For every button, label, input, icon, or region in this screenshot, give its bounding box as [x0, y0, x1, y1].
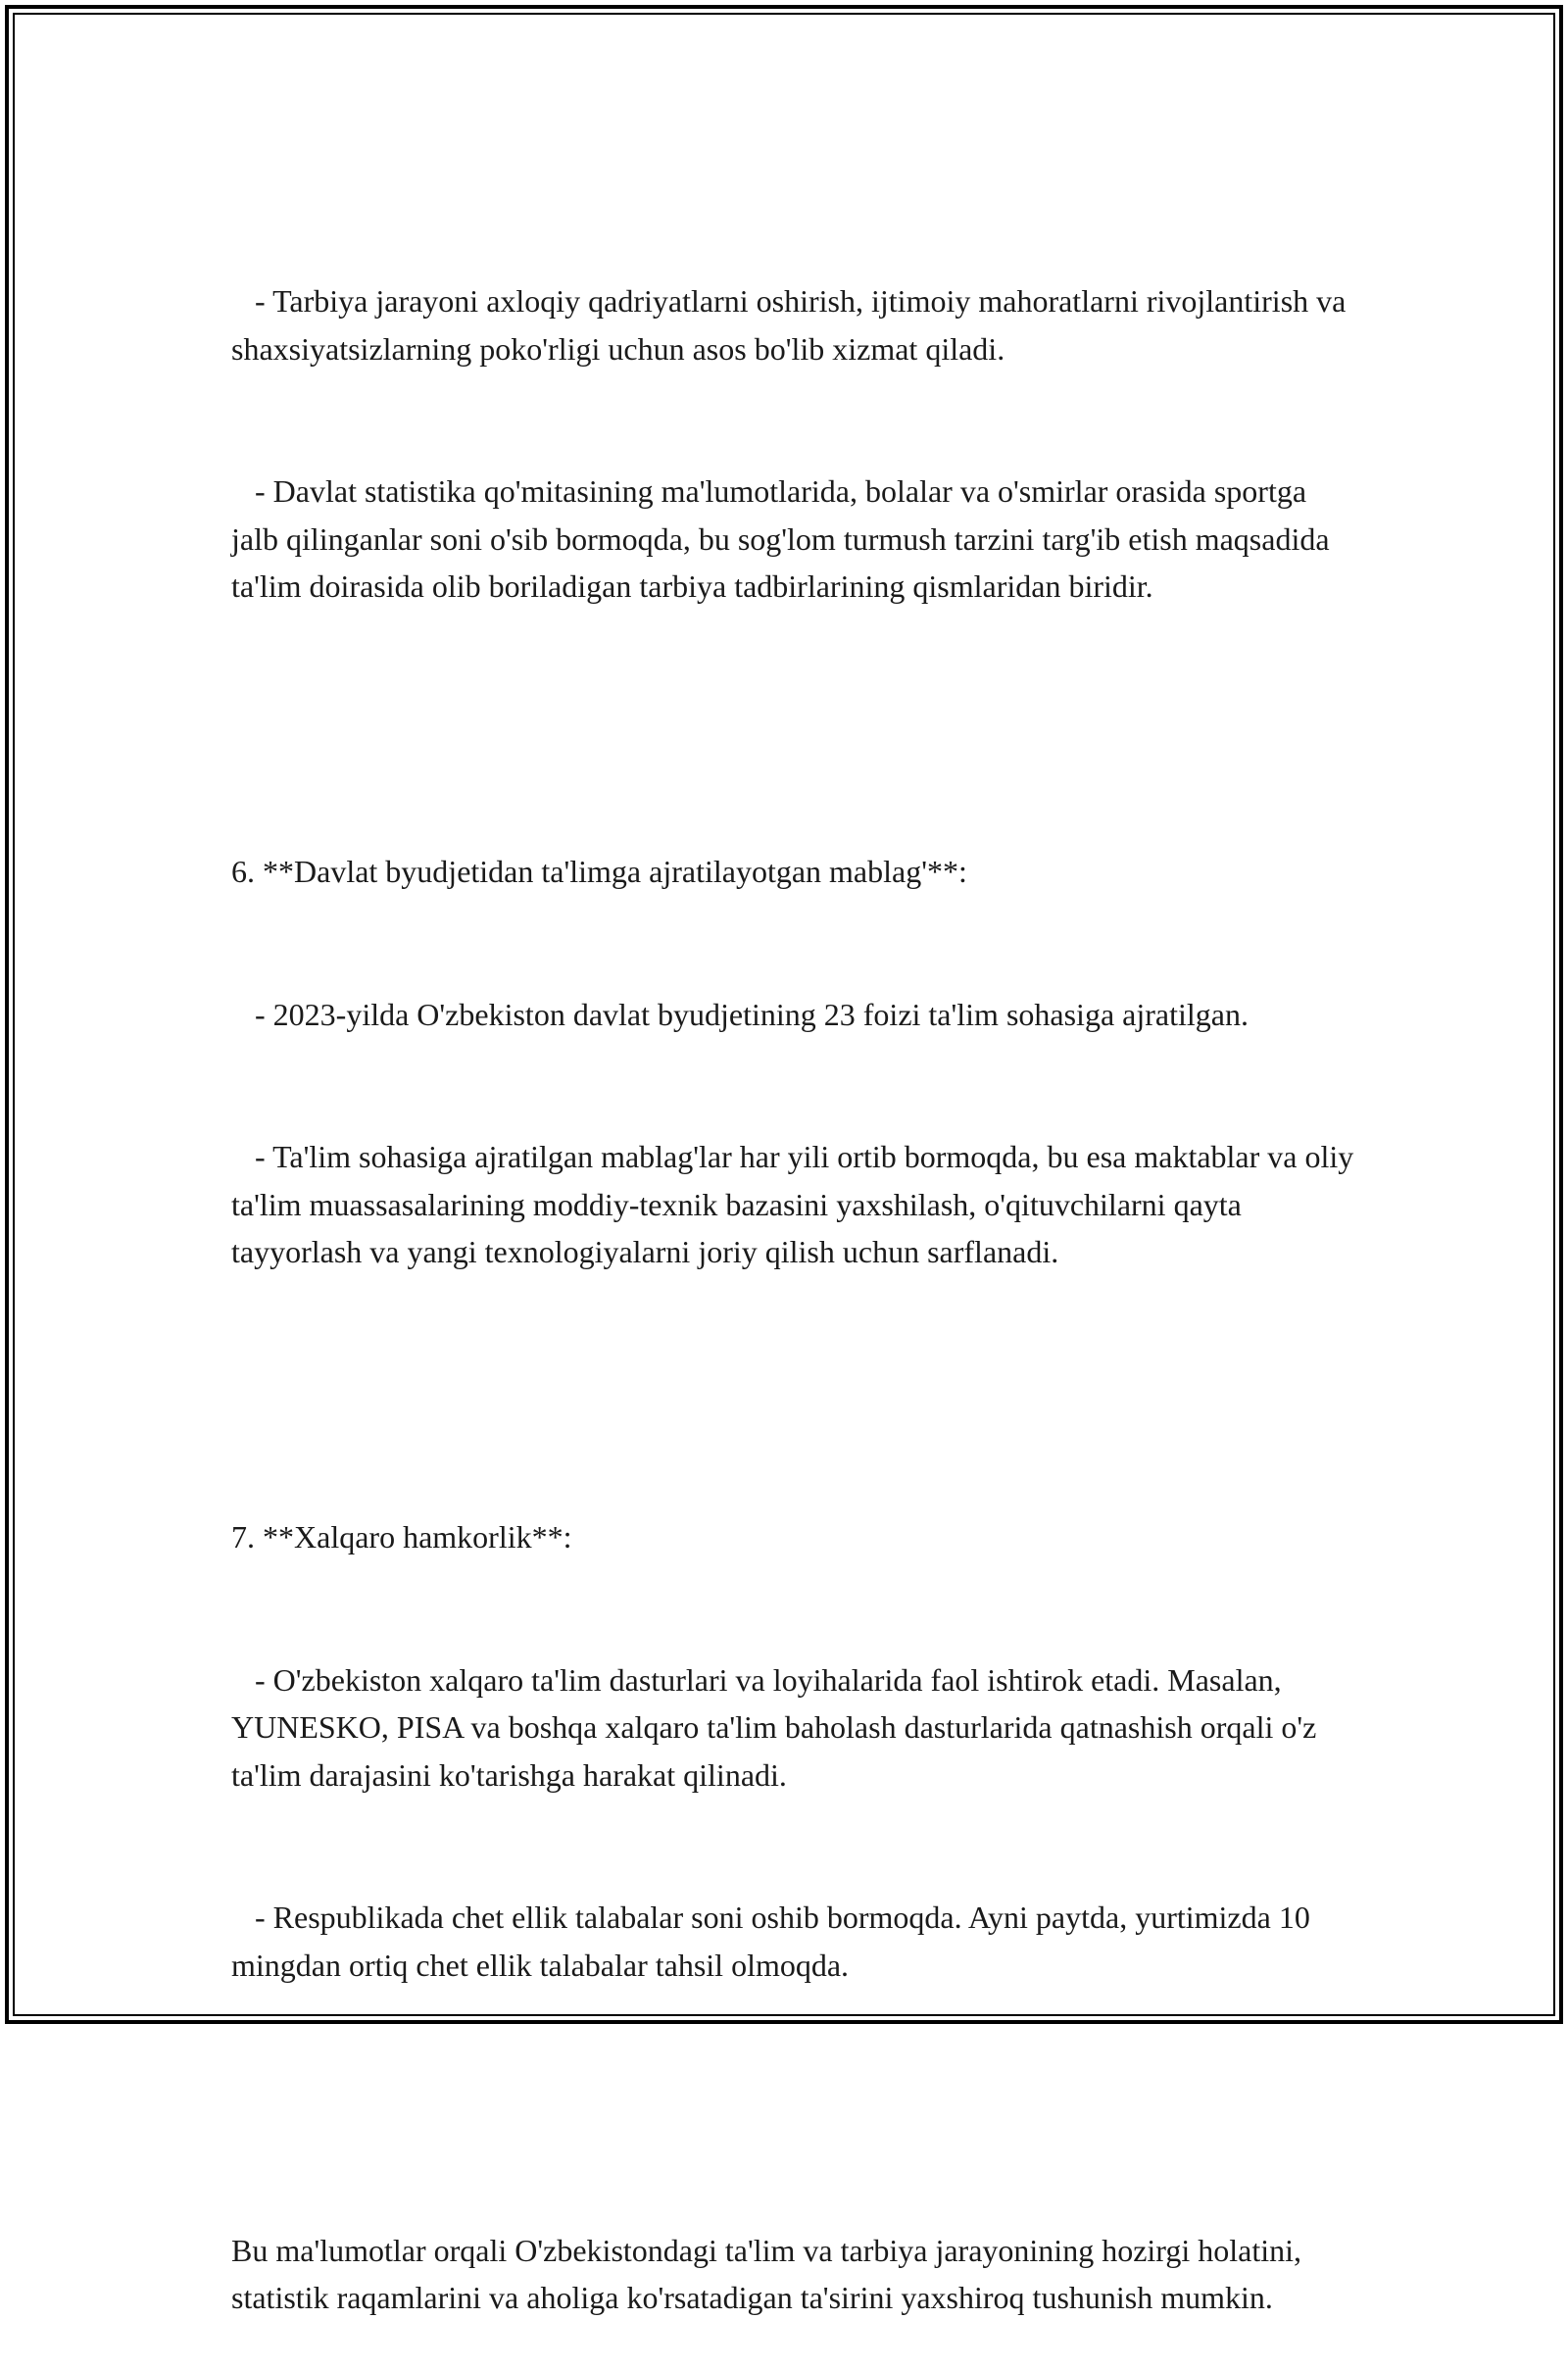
bullet-budget-growth: - Ta'lim sohasiga ajratilgan mablag'lar har yili ortib bormoqda, bu esa maktablar va oliy ta'lim muassasalarining moddiy-texnik bazasini yaxshilash, o'qituvchilarni qayta tayyorlash va yangi texnologiyalarni joriy qilish uchun sarflanadi.: [231, 1139, 1362, 1269]
paragraph-spacer: [231, 1371, 1358, 1419]
section-heading-international: 7. **Xalqaro hamkorlik**:: [231, 1519, 572, 1555]
bullet-sport-statistika: - Davlat statistika qo'mitasining ma'lumotlarida, bolalar va o'smirlar orasida sportga jalb qilinganlar soni o'sib bormoqda, bu sog'lom turmush tarzini targ'ib etish maqsadida ta'lim doirasida olib boriladigan tarbiya tadbirlarining qismlaridan biridir.: [231, 473, 1338, 604]
paragraph-spacer: [231, 706, 1358, 754]
conclusion-paragraph: Bu ma'lumotlar orqali O'zbekistondagi ta'lim va tarbiya jarayonining hozirgi holatini, statistik raqamlarini va aholiga ko'rsatadigan ta'sirini yaxshiroq tushunish mumkin.: [231, 2232, 1310, 2315]
section-heading-budget: 6. **Davlat byudjetidan ta'limga ajratilayotgan mablag'**:: [231, 854, 967, 889]
bullet-tarbiya-axloqiy: - Tarbiya jarayoni axloqiy qadriyatlarni oshirish, ijtimoiy mahoratlarni rivojlantirish va shaxsiyatsizlarning poko'rligi uchun asos bo'lib xizmat qiladi.: [231, 283, 1354, 367]
bullet-international-programs: - O'zbekiston xalqaro ta'lim dasturlari va loyihalarida faol ishtirok etadi. Masalan, YUNESKO, PISA va boshqa xalqaro ta'lim baholash dasturlarida qatnashish orqali o'z ta'lim darajasini ko'tarishga harakat qilinadi.: [231, 1661, 1325, 1793]
bullet-foreign-students: - Respublikada chet ellik talabalar soni oshib bormoqda. Ayni paytda, yurtimizda 10 mingdan ortiq chet ellik talabalar tahsil olmoqda.: [231, 1900, 1318, 1983]
document-body: [231, 182, 1362, 2369]
paragraph-spacer: [231, 2084, 1358, 2132]
bullet-budget-2023: - 2023-yilda O'zbekiston davlat byudjetining 23 foizi ta'lim sohasiga ajratilgan.: [231, 996, 1249, 1032]
